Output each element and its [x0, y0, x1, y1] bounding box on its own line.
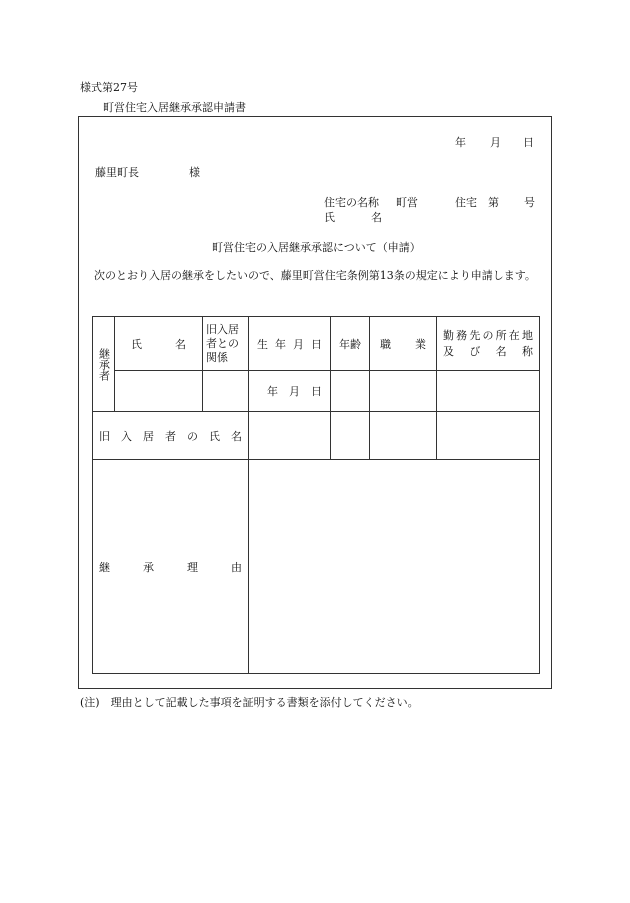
occupation-header-cell [370, 317, 437, 371]
former-resident-occupation-cell[interactable] [370, 412, 437, 460]
applicant-name-label-1: 氏 [324, 211, 335, 224]
former-resident-name-cell[interactable] [249, 412, 331, 460]
reason-label-2: 承 [143, 560, 154, 574]
date-year: 年 [455, 136, 466, 149]
workplace-header-1-1: 勤 [443, 328, 454, 342]
successor-occupation-cell[interactable] [370, 371, 437, 412]
housing-number-prefix: 第 [488, 196, 499, 209]
successor-relation-cell[interactable] [203, 371, 249, 412]
workplace-header-cell [437, 317, 540, 371]
birth-header-1: 生 [257, 337, 268, 351]
former-resident-label-2: 入 [121, 429, 132, 443]
housing-name-label: 住宅の名称 [324, 196, 379, 209]
former-resident-age-cell[interactable] [331, 412, 370, 460]
former-resident-label-3: 居 [143, 429, 154, 443]
former-resident-label-7: 名 [231, 429, 242, 443]
successor-table [92, 316, 540, 674]
relation-header-cell [203, 317, 249, 371]
addressee-honorific: 様 [189, 166, 200, 179]
birth-header-3: 月 [293, 337, 304, 351]
workplace-header-2-2: び [469, 344, 481, 358]
former-resident-label-1: 旧 [99, 429, 110, 443]
date-day: 日 [523, 136, 534, 149]
housing-number-suffix: 号 [524, 196, 535, 209]
successor-age-cell[interactable] [331, 371, 370, 412]
workplace-header-1-3: 先 [469, 328, 481, 342]
successor-name-cell[interactable] [115, 371, 203, 412]
form-title: 町営住宅入居継承承認申請書 [103, 101, 246, 114]
birth-year-unit: 年 [267, 385, 278, 398]
name-header-1: 氏 [131, 337, 142, 351]
reason-label-1: 継 [99, 560, 110, 574]
reason-label-3: 理 [187, 560, 198, 574]
workplace-header-1-4: の [482, 328, 494, 342]
relation-header: 旧入居者との関係 [206, 322, 239, 364]
birth-header-cell [249, 317, 331, 371]
workplace-header-1-5: 所 [495, 328, 507, 342]
subject-line: 町営住宅の入居継承承認について（申請） [212, 241, 421, 254]
former-resident-workplace-cell[interactable] [437, 412, 540, 460]
body-text: 次のとおり入居の継承をしたいので、藤里町営住宅条例第13条の規定により申請します。 [94, 269, 536, 282]
successor-workplace-cell[interactable] [437, 371, 540, 412]
birth-month-unit: 月 [289, 385, 300, 398]
age-header: 年齢 [339, 337, 361, 351]
date-month: 月 [490, 136, 501, 149]
workplace-header-2-3: 名 [495, 344, 507, 358]
successor-birth-cell[interactable] [249, 371, 331, 412]
applicant-name-label-2: 名 [371, 211, 382, 224]
birth-day-unit: 日 [311, 385, 322, 398]
reason-label-cell [93, 460, 249, 674]
workplace-header-2-4: 称 [521, 344, 533, 358]
addressee-name: 藤里町長 [95, 166, 139, 179]
footnote: (注) 理由として記載した事項を証明する書類を添付してください。 [80, 696, 419, 709]
former-resident-label-6: 氏 [209, 429, 220, 443]
former-resident-label-5: の [187, 429, 198, 443]
occupation-header-1: 職 [380, 337, 391, 351]
workplace-header-1-2: 務 [456, 328, 468, 342]
form-number: 様式第27号 [80, 81, 138, 94]
name-header-2: 名 [175, 337, 186, 351]
successor-label-cell [93, 317, 115, 412]
age-header-cell [331, 317, 370, 371]
town-housing-label: 町営 [396, 196, 418, 209]
former-resident-label-cell [93, 412, 249, 460]
birth-header-4: 日 [311, 337, 322, 351]
occupation-header-2: 業 [415, 337, 426, 351]
workplace-header-1-7: 地 [521, 328, 533, 342]
housing-label: 住宅 [455, 196, 477, 209]
birth-header-2: 年 [275, 337, 286, 351]
reason-label-4: 由 [231, 560, 242, 574]
name-header-cell [115, 317, 203, 371]
workplace-header-2-1: 及 [443, 344, 454, 358]
former-resident-label-4: 者 [165, 429, 176, 443]
reason-text-cell[interactable] [249, 460, 540, 674]
successor-label: 継承者 [97, 347, 111, 381]
workplace-header-1-6: 在 [508, 328, 520, 342]
